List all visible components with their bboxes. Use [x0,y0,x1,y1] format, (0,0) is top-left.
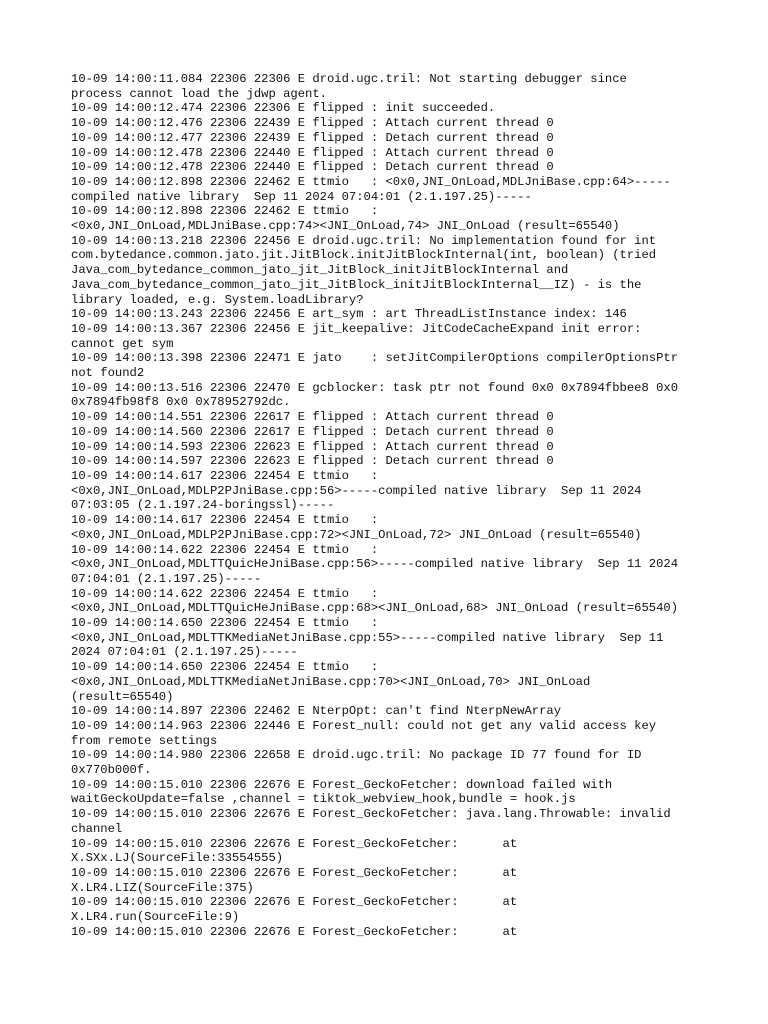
log-entry: 10-09 14:00:12.477 22306 22439 E flipped : Detach current thread 0 [71,130,554,145]
log-entry: 10-09 14:00:15.010 22306 22676 E Forest_GeckoFetcher: at [71,924,518,939]
log-entry: 10-09 14:00:11.084 22306 22306 E droid.ugc.tril: Not starting debugger since process cannot load the jdwp agent. [71,72,627,101]
log-entry: 10-09 14:00:14.980 22306 22658 E droid.ugc.tril: No package ID 77 found for ID 0x770b000f. [71,748,642,778]
log-entry: 10-09 14:00:15.010 22306 22676 E Forest_GeckoFetcher: at X.SXx.LJ(SourceFile:33554555) [71,836,518,866]
log-entry: 10-09 14:00:15.010 22306 22676 E Forest_GeckoFetcher: at X.LR4.LIZ(SourceFile:375) [71,865,518,895]
log-entry: 10-09 14:00:12.898 22306 22462 E ttmio : <0x0,JNI_OnLoad,MDLJniBase.cpp:64>----- compiled native library Sep 11 2024 07:04:01 (2.1.197.25)----- [71,174,671,204]
log-entry: 10-09 14:00:14.593 22306 22623 E flipped : Attach current thread 0 [71,439,554,454]
log-entry: 10-09 14:00:12.476 22306 22439 E flipped : Attach current thread 0 [71,116,554,131]
log-entry: 10-09 14:00:13.367 22306 22456 E jit_keepalive: JitCodeCacheExpand init error: cannot get sym [71,321,642,351]
log-entry: 10-09 14:00:14.622 22306 22454 E ttmio : <0x0,JNI_OnLoad,MDLTTQuicHeJniBase.cpp:68><JNI_OnLoad,68> JNI_OnLoad (result=65540) [71,586,679,616]
log-text [71,72,711,939]
log-entry: 10-09 14:00:13.218 22306 22456 E droid.ugc.tril: No implementation found for int com.bytedance.common.jato.jit.JitBlock.initJitBlockInternal(int, boolean) (tried Java_com_bytedance_common_jato_jit_JitBlock_initJitBlockInternal and Java_com_bytedance_common_jato_jit_JitBlock_initJitBlockInternal__IZ) - is the library loaded, e.g. System.loadLibrary? [71,233,657,307]
log-entry: 10-09 14:00:14.617 22306 22454 E ttmio : <0x0,JNI_OnLoad,MDLP2PJniBase.cpp:56>-----compiled native library Sep 11 2024 07:03:05 (2.1.197.24-boringssl)----- [71,468,642,513]
log-entry: 10-09 14:00:14.622 22306 22454 E ttmio : <0x0,JNI_OnLoad,MDLTTQuicHeJniBase.cpp:56>-----compiled native library Sep 11 2024 07:04:01 (2.1.197.25)----- [71,542,679,586]
log-entry: 10-09 14:00:14.650 22306 22454 E ttmio : <0x0,JNI_OnLoad,MDLTTKMediaNetJniBase.cpp:55>-----compiled native library Sep 11 2024 07:04:01 (2.1.197.25)----- [71,616,664,660]
log-entry: 10-09 14:00:14.963 22306 22446 E Forest_null: could not get any valid access key from remote settings [71,718,657,748]
log-entry: 10-09 14:00:15.010 22306 22676 E Forest_GeckoFetcher: at X.LR4.run(SourceFile:9) [71,895,518,925]
log-entry: 10-09 14:00:14.650 22306 22454 E ttmio : <0x0,JNI_OnLoad,MDLTTKMediaNetJniBase.cpp:70><JNI_OnLoad,70> JNI_OnLoad (result=65540) [71,660,591,704]
log-entry: 10-09 14:00:14.597 22306 22623 E flipped : Detach current thread 0 [71,454,554,469]
log-entry: 10-09 14:00:15.010 22306 22676 E Forest_GeckoFetcher: java.lang.Throwable: invalid channel [71,807,671,836]
log-entry: 10-09 14:00:12.898 22306 22462 E ttmio : <0x0,JNI_OnLoad,MDLJniBase.cpp:74><JNI_OnLoad,74> JNI_OnLoad (result=65540) [71,204,620,234]
log-entry: 10-09 14:00:15.010 22306 22676 E Forest_GeckoFetcher: download failed with waitGeckoUpdate=false ,channel = tiktok_webview_hook,bundle = hook.js [71,777,613,807]
document-page [71,72,711,939]
log-entry: 10-09 14:00:14.551 22306 22617 E flipped : Attach current thread 0 [71,410,554,425]
log-entry: 10-09 14:00:13.243 22306 22456 E art_sym : art ThreadListInstance index: 146 [71,307,627,322]
log-entry: 10-09 14:00:14.617 22306 22454 E ttmio : <0x0,JNI_OnLoad,MDLP2PJniBase.cpp:72><JNI_OnLoad,72> JNI_OnLoad (result=65540) [71,513,642,542]
log-entry: 10-09 14:00:13.398 22306 22471 E jato : setJitCompilerOptions compilerOptionsPtr not found2 [71,351,679,381]
log-entry: 10-09 14:00:14.560 22306 22617 E flipped : Detach current thread 0 [71,424,554,439]
log-entry: 10-09 14:00:13.516 22306 22470 E gcblocker: task ptr not found 0x0 0x7894fbbee8 0x0 0x7894fb98f8 0x0 0x78952792dc. [71,380,679,410]
log-entry: 10-09 14:00:12.474 22306 22306 E flipped : init succeeded. [71,101,496,116]
log-entry: 10-09 14:00:12.478 22306 22440 E flipped : Attach current thread 0 [71,145,554,160]
log-entry: 10-09 14:00:12.478 22306 22440 E flipped : Detach current thread 0 [71,160,554,175]
log-entry: 10-09 14:00:14.897 22306 22462 E NterpOpt: can't find NterpNewArray [71,704,562,719]
